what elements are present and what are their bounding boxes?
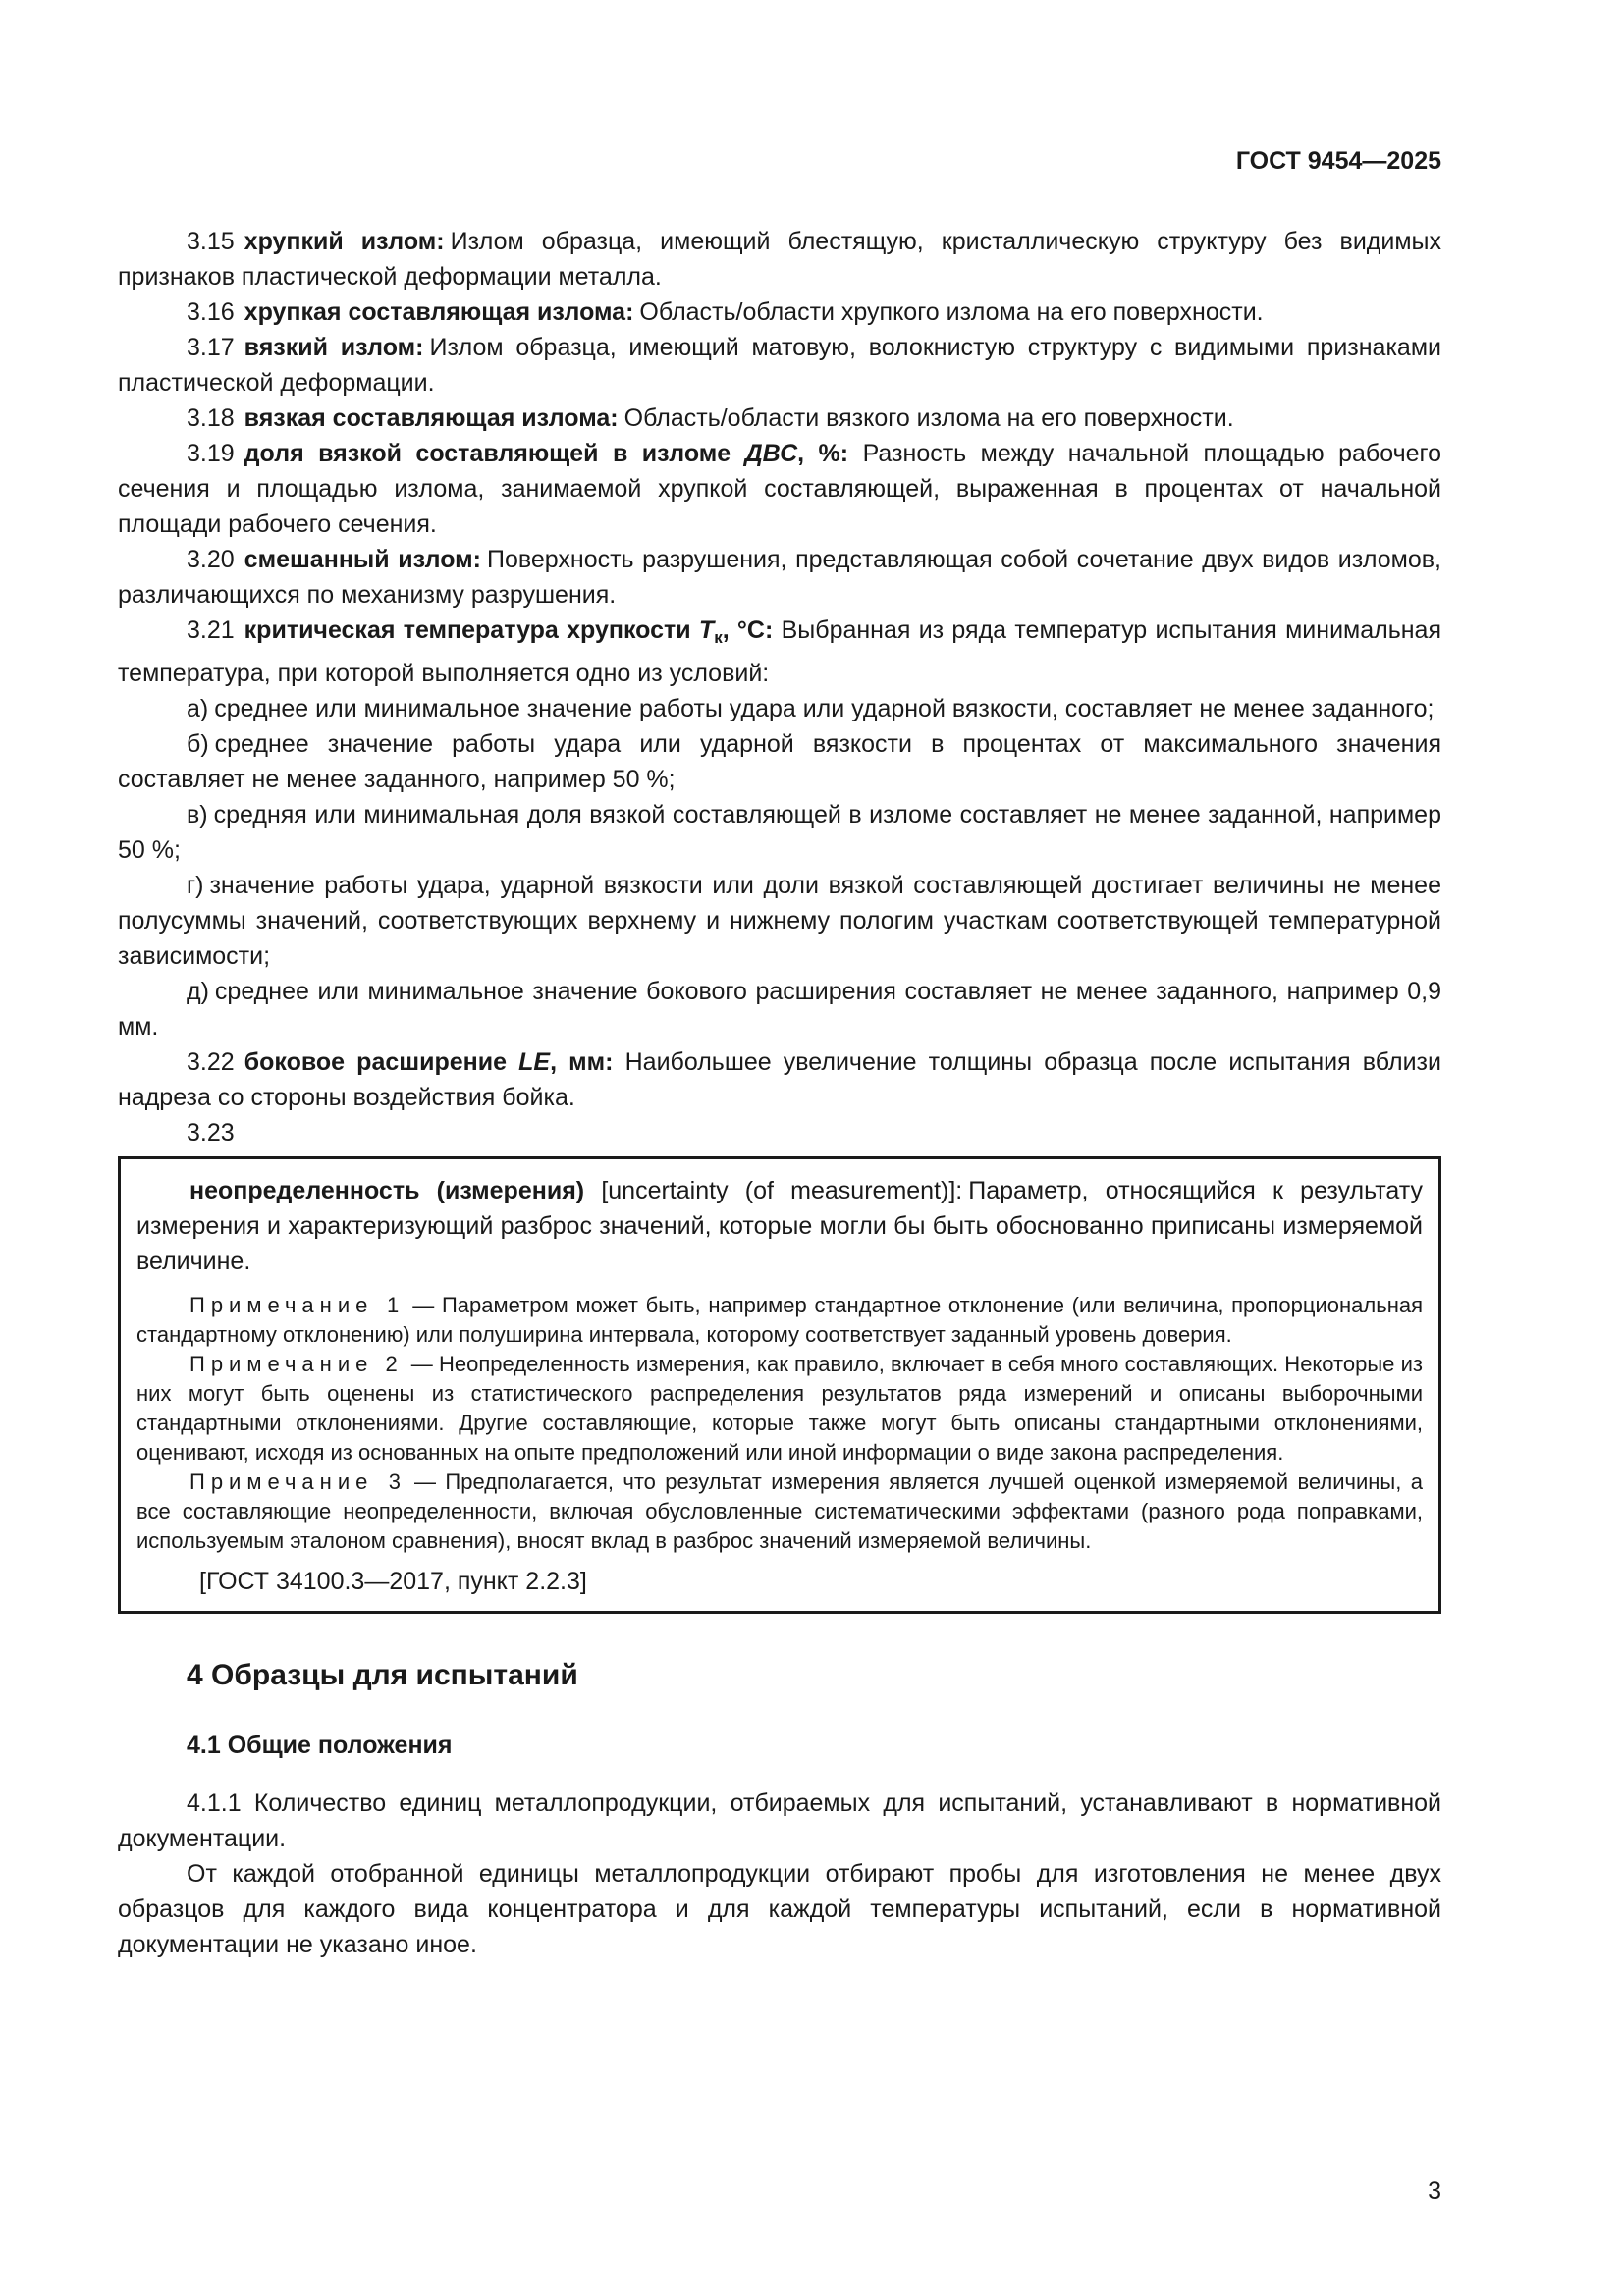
term-number: 3.16 [187,298,235,326]
document-header [118,147,1441,176]
term-3-23-number: 3.23 [187,1119,235,1147]
note-text: — Неопределенность измерения, как правило, включает в себя много составляющих. Некоторые из них могут быть оценены из статистического распределения результатов ряда измерений и описаны выборочными стандартными отклонениями. Другие составляющие, которые также могут быть описаны стандартными отклонениями, оценивают, исходя из основанных на опыте предположений или иной информации о виде закона распределения. [136,1352,1423,1465]
document-body [118,224,1441,1962]
condition-v [118,797,1441,868]
term-3-17 [118,330,1441,400]
note-label: Примечание 2 [189,1352,404,1376]
term-definition: Выбранная из ряда температур испытания минимальная температура, при которой выполняется одно из условий: [118,616,1441,687]
term-number: 3.19 [187,440,235,467]
term-symbol: T [698,616,715,644]
section-4-1-heading: 4.1 Общие положения [187,1732,453,1759]
term-definition: Наибольшее увеличение толщины образца после испытания вблизи надреза со стороны воздействия бойка. [118,1048,1441,1111]
term-number: 3.18 [187,404,235,432]
term-name [244,616,774,647]
term-definition: Разность между начальной площадью рабочего сечения и площадью излома, занимаемой хрупкой составляющей, выраженная в процентах от начальной площади рабочего сечения. [118,440,1441,538]
term-3-15 [118,224,1441,294]
term-3-19 [118,436,1441,542]
term-definition: Область/области вязкого излома на его поверхности. [623,404,1234,432]
condition-a [118,691,1441,726]
note-text: — Предполагается, что результат измерения является лучшей оценкой измеряемой величины, а все составляющие неопределенности, включая обусловленные систематическими эффектами (разного рода поправками, используемым эталоном сравнения), вносят вклад в разброс значений измеряемой величины. [136,1469,1423,1553]
condition-label: д) [187,978,209,1005]
term-name-english: [uncertainty (of measurement)]: [601,1177,963,1204]
note-text: — Параметром может быть, например стандартное отклонение (или величина, пропорциональная стандартному отклонению) или полуширина интервала, которому соответствует заданный уровень доверия. [136,1293,1423,1347]
condition-text: среднее значение работы удара или ударной вязкости в процентах от максимального значения составляет не менее заданного, например 50 %; [118,730,1441,793]
term-name-text: боковое расширение [244,1048,508,1076]
term-3-23-definition [136,1173,1423,1279]
term-name: вязкая составляющая излома: [244,404,619,432]
term-symbol-subscript: к [714,628,723,647]
condition-label: в) [187,801,208,828]
condition-label: г) [187,872,204,899]
term-number: 3.22 [187,1048,235,1076]
term-unit: , %: [797,440,849,467]
standard-id: ГОСТ 9454—2025 [1235,147,1441,175]
term-3-21 [118,613,1441,691]
term-3-16 [118,294,1441,330]
paragraph-4-1-1: 4.1.1 Количество единиц металлопродукции, отбираемых для испытаний, устанавливают в нормативной документации. [118,1789,1441,1852]
condition-text: среднее или минимальное значение бокового расширения составляет не менее заданного, например 0,9 мм. [118,978,1441,1041]
term-unit: , мм: [550,1048,614,1076]
condition-label: а) [187,695,209,722]
term-name: неопределенность (измерения) [189,1177,585,1204]
term-symbol: LE [518,1048,551,1076]
term-name: хрупкий излом: [244,228,445,255]
source-reference: [ГОСТ 34100.3—2017, пункт 2.2.3] [199,1568,587,1595]
condition-text: значение работы удара, ударной вязкости или доли вязкой составляющей достигает величины не менее полусуммы значений, соответствующих верхнему и нижнему пологим участкам соответствующей температурной зависимости; [118,872,1441,970]
term-number: 3.15 [187,228,235,255]
term-name [244,1048,614,1076]
condition-g [118,868,1441,974]
condition-text: средняя или минимальная доля вязкой составляющей в изломе составляет не менее заданной, например 50 %; [118,801,1441,864]
term-name: смешанный излом: [244,546,481,573]
term-name: вязкий излом: [244,334,424,361]
term-definition: Излом образца, имеющий матовую, волокнистую структуру с видимыми признаками пластической деформации. [118,334,1441,397]
section-4-heading: 4 Образцы для испытаний [187,1659,578,1691]
term-number: 3.21 [187,616,235,644]
condition-d [118,974,1441,1044]
note-2 [136,1350,1423,1468]
term-name-text: доля вязкой составляющей в изломе [244,440,731,467]
condition-b [118,726,1441,797]
paragraph-sampling: От каждой отобранной единицы металлопродукции отбирают пробы для изготовления не менее двух образцов для каждого вида концентратора и для каждой температуры испытаний, если в нормативной документации не указано иное. [118,1860,1441,1958]
term-definition: Область/области хрупкого излома на его поверхности. [639,298,1264,326]
term-name-text: критическая температура хрупкости [244,616,691,644]
note-1 [136,1291,1423,1350]
term-3-23-box [118,1156,1441,1614]
condition-label: б) [187,730,209,758]
note-label: Примечание 1 [189,1293,406,1317]
term-number: 3.17 [187,334,235,361]
page-number: 3 [1428,2177,1441,2205]
term-definition: Излом образца, имеющий блестящую, кристаллическую структуру без видимых признаков пластической деформации металла. [118,228,1441,291]
term-definition: Параметр, относящийся к результату измерения и характеризующий разброс значений, которые могли бы быть обоснованно приписаны измеряемой величине. [136,1177,1423,1275]
term-3-18 [118,400,1441,436]
condition-text: среднее или минимальное значение работы удара или ударной вязкости, составляет не менее заданного; [214,695,1435,722]
term-3-20 [118,542,1441,613]
term-definition: Поверхность разрушения, представляющая собой сочетание двух видов изломов, различающихся по механизму разрушения. [118,546,1441,609]
note-label: Примечание 3 [189,1469,406,1494]
term-symbol: ДВС [744,440,798,467]
term-name [244,440,848,467]
term-unit: , °С: [722,616,774,644]
note-3 [136,1468,1423,1556]
term-number: 3.20 [187,546,235,573]
term-name: хрупкая составляющая излома: [244,298,634,326]
term-3-22 [118,1044,1441,1115]
